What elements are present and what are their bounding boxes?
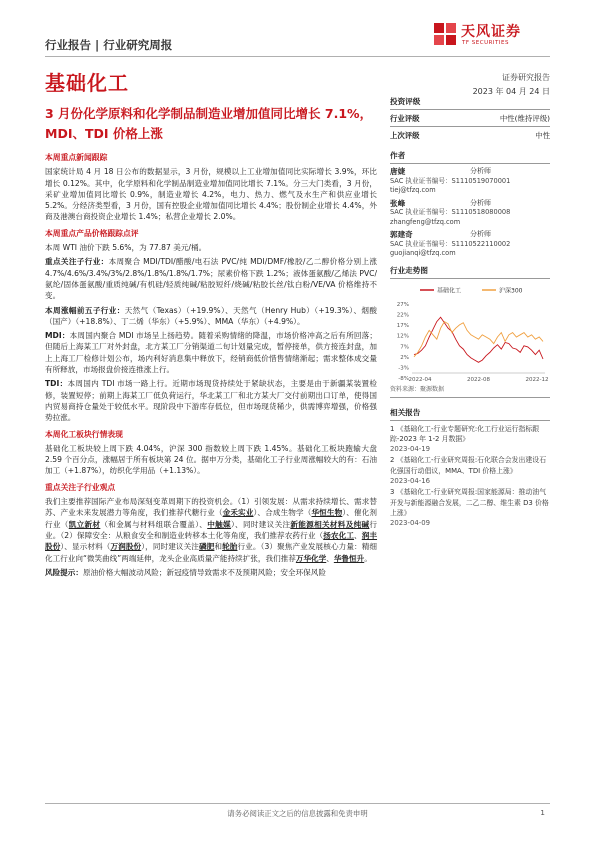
paragraph xyxy=(45,256,377,301)
section-gap xyxy=(45,578,377,582)
text-run: 天然气（Texas）（+19.9%）、天然气（Henry Hub）（+19.3%）、烟酸（国产）（+18.8%）、丁二烯（华东）（+5.9%）、MMA（华东）（+4.9%）。 xyxy=(45,305,378,326)
company-name: 万华化学 xyxy=(295,553,327,563)
authors-header: 作者 xyxy=(390,150,550,164)
related-header: 相关报告 xyxy=(390,407,550,421)
text-run: 行业。（3）聚焦产业发展核心力量：精细化工行业向“微笑曲线”两端延伸，龙头企业高质量产能持续扩张，我们推荐 xyxy=(45,542,378,563)
author-email[interactable]: guojianqi@tfzq.com xyxy=(390,249,456,257)
company-logo xyxy=(432,18,552,54)
author-email[interactable]: zhangfeng@tfzq.com xyxy=(390,217,461,226)
author-card xyxy=(390,230,550,259)
sidebar xyxy=(390,96,550,529)
main-body xyxy=(45,151,377,582)
author-sac: SAC 执业证书编号：S1110518080008 xyxy=(390,208,511,216)
x-tick-label: 2022-08 xyxy=(467,376,490,382)
trend-chart-svg xyxy=(390,282,550,382)
bold-lead: 本周涨幅前五子行业： xyxy=(45,305,125,315)
author-sac: SAC 执业证书编号：S1110522110002 xyxy=(390,239,511,248)
bold-lead: 重点关注子行业： xyxy=(45,257,109,267)
text-run: 、 xyxy=(326,553,334,563)
trend-chart xyxy=(390,282,550,382)
author-role: 分析师 xyxy=(470,167,491,175)
company-name: 中触媒 xyxy=(207,519,231,529)
y-tick-label: 22% xyxy=(396,312,409,319)
logo-mark-icon xyxy=(432,21,458,47)
text-run: 基础化工板块较上周下跌 4.04%，沪深 300 指数较上周下跌 1.45%。基础化工板块跑输大盘 2.59 个百分点，涨幅居于所有板块第 24 位。据申万分类，基础化工子行业周涨幅较大的有：石油加工（+1.87%），纺织化学用品（+1.13%）。 xyxy=(45,443,377,476)
text-run: ）、显示材料（ xyxy=(60,542,111,552)
related-report-date: 2023-04-16 xyxy=(390,476,431,485)
text-run: ），同时建议关注 xyxy=(141,542,199,552)
paragraph xyxy=(45,166,377,222)
paragraph xyxy=(45,330,377,375)
author-name: 张峰 xyxy=(390,198,406,208)
text-run: ）、催化剂行业（ xyxy=(45,508,378,529)
company-name: 华恒生物 xyxy=(311,508,343,518)
text-run: 本周国内聚合 MDI 市场呈上扬趋势。随着采购情绪的降温，市场价格冲高之后有所回落；但随后上海某工厂对外封盘，北方某工厂分销渠道二旬计划量完成，暂停接单，供方接连封盘，加上上海工厂检修计划公布，场内利好消息集中释放下，经销商低价惜售情绪渐起；需求整体成交量有所释放，市场报盘价接连推涨上行。 xyxy=(45,331,378,375)
text-run: 国家统计局 4 月 18 日公布的数据显示，3 月份，规模以上工业增加值同比实际增长 3.9%，环比增长 0.12%。其中，化学原料和化学制品制造业增加值同比增长 7.1%。分三大门类看，3 月份，采矿业增加值同比增长 0.9%，制造业增长 4.2%，电力、热力、燃气及水生产和供应业增长 5.2%。分经济类型看，3 月份，国有控股企业增加值同比增长 4.4%；股份制企业增长 4.4%，外商及港澳台商投资企业增长 1.4%；私营企业增长 2.0%。 xyxy=(45,167,377,222)
paragraph xyxy=(45,443,377,477)
text-run: 行业。（2）保障安全：从粮食安全和制造业转移本土化等角度，我们推荐农药行业（ xyxy=(45,519,378,540)
text-run: 原油价格大幅波动风险；新冠疫情导致需求不及预期风险；安全环保风险 xyxy=(82,567,326,577)
series-line xyxy=(414,321,543,356)
section-heading: 重点关注子行业观点 xyxy=(45,482,116,492)
paragraph xyxy=(45,378,377,423)
text-run: 我们主要推荐国际产业布局深刻变革周期下的投资机会。（1）引领发展：从需求持续增长、需求替苏、产业未来发展潜力等角度，我们推荐代糖行业（ xyxy=(45,497,377,518)
company-name: 凯立新材 xyxy=(68,519,101,529)
paragraph xyxy=(45,567,377,578)
author-card xyxy=(390,167,550,196)
x-tick-label: 2022-12 xyxy=(525,376,549,382)
author-role: 分析师 xyxy=(470,198,491,207)
chart-source: 资料来源：聚源数据 xyxy=(390,384,550,398)
text-run: 本周聚合 MDI/TDI/醋酸/电石法 PVC/纯 MDI/DMF/橡胶/乙二醇价格分别上涨 4.7%/4.6%/3.4%/3%/2.8%/1.8%/1.8%/1.7%；尿素价格下跌 1.2%；液体蛋氨酸/乙烯法 PVC/氨纶/固体蛋氨酸/重质纯碱/有机硅/轻质纯碱/粘胶短纤/烧碱/粘胶长丝/钛白粉/VE/VA 价格维持不变。 xyxy=(45,257,377,301)
rating-key: 上次评级 xyxy=(390,131,420,140)
bold-lead: 风险提示： xyxy=(45,567,83,577)
header-divider xyxy=(45,56,550,57)
company-name: 扬农化工 xyxy=(323,530,355,540)
text-run: 本周 WTI 油价下跌 5.6%，为 77.87 美元/桶。 xyxy=(45,243,207,253)
company-name: 新能源相关材料及纯碱 xyxy=(290,519,370,529)
rating-row-industry xyxy=(390,110,550,126)
author-name: 唐婕 xyxy=(390,167,406,176)
related-report-item[interactable] xyxy=(390,487,550,528)
related-report-date: 2023-04-09 xyxy=(390,519,431,528)
y-tick-label: -8% xyxy=(398,375,409,382)
series-line xyxy=(414,317,543,362)
y-tick-label: 7% xyxy=(400,343,409,350)
paragraph xyxy=(45,242,377,253)
rating-key: 行业评级 xyxy=(390,114,420,123)
report-date: 2023 年 04 月 24 日 xyxy=(472,87,550,96)
author-name: 郭建奇 xyxy=(390,230,413,239)
y-tick-label: -3% xyxy=(398,364,409,371)
author-card xyxy=(390,199,550,228)
footer-disclaimer: 请务必阅读正文之后的信息披露和免责申明 xyxy=(227,809,368,818)
related-report-date: 2023-04-19 xyxy=(390,445,431,454)
section-heading: 本周化工板块行情表现 xyxy=(45,429,123,439)
footer-divider xyxy=(45,803,550,804)
company-name: 金禾实业 xyxy=(222,508,254,518)
text-run: 和 xyxy=(214,542,223,552)
rating-value: 中性 xyxy=(535,131,550,140)
author-email[interactable]: tiej@tfzq.com xyxy=(390,186,436,194)
report-type: 证券研究报告 xyxy=(502,73,550,82)
y-tick-label: 17% xyxy=(396,322,409,329)
related-report-title[interactable]: 1 《基础化工-行业专题研究:化工行业运行指标跟踪-2023 年 1-2 月数据》 xyxy=(390,424,540,443)
x-tick-label: 2022-04 xyxy=(408,376,432,382)
text-run: ）、同时建议关注 xyxy=(230,519,291,529)
company-name: 华鲁恒升 xyxy=(333,553,365,563)
bold-lead: TDI： xyxy=(45,379,68,389)
rating-value: 中性(维持评级) xyxy=(499,114,550,123)
related-report-item[interactable] xyxy=(390,455,550,486)
company-name: 万润股份 xyxy=(110,542,142,552)
company-name: 磷肥 xyxy=(199,542,215,552)
page-number: 1 xyxy=(540,808,545,817)
author-role: 分析师 xyxy=(470,230,491,238)
legend-label: 基础化工 xyxy=(437,287,462,294)
logo-text-en: TF SECURITIES xyxy=(462,40,509,46)
text-run: 本周国内 TDI 市场一路上行。近期市场现货持续处于紧缺状态，主要是由于新疆某装置检修，装置短停；前期上海某工厂低负荷运行，华北某工厂和北方某大厂交付前期出口订单，使得国内贸易商持仓量处于较低水平。现阶段中下游库存低位，但市场现货稀少，供需博弈增强，价格强势拉涨。 xyxy=(45,379,377,423)
y-tick-label: 2% xyxy=(400,354,409,361)
chart-header: 行业走势图 xyxy=(390,265,550,279)
breadcrumb: 行业报告 | 行业研究周报 xyxy=(45,38,173,52)
related-report-item[interactable] xyxy=(390,424,550,455)
report-title: 3 月份化学原料和化学制品制造业增加值同比增长 7.1%，MDI、TDI 价格上涨 xyxy=(45,106,373,141)
company-name: 轮胎 xyxy=(222,542,238,552)
section-heading: 本周重点产品价格跟踪点评 xyxy=(45,228,139,238)
related-report-title[interactable]: 2 《基础化工-行业研究周报:石化联合会发出建设石化强国行动倡议，MMA、TDI 价格上涨》 xyxy=(390,456,547,475)
related-report-title[interactable]: 3 《基础化工-行业研究周报:国家能源局：推动油气开发与新能源融合发展，二乙二醇、维生素 D3 价格上涨》 xyxy=(390,488,549,517)
author-sac: SAC 执业证书编号：S1110519070001 xyxy=(390,176,511,185)
paragraph xyxy=(45,305,377,328)
y-tick-label: 27% xyxy=(396,301,409,308)
y-tick-label: 12% xyxy=(396,333,409,340)
company-name: 润丰股份 xyxy=(45,530,378,552)
legend-label: 沪深300 xyxy=(499,287,523,294)
section-heading: 本周重点新闻跟踪 xyxy=(45,153,108,162)
text-run: 。 xyxy=(364,553,372,563)
industry-name: 基础化工 xyxy=(45,71,129,95)
related-reports xyxy=(390,424,550,529)
text-run: 、 xyxy=(354,530,362,540)
bold-lead: MDI： xyxy=(45,331,70,341)
paragraph xyxy=(45,496,377,564)
rating-row-previous xyxy=(390,127,550,143)
logo-text-cn: 天风证券 xyxy=(461,24,521,40)
text-run: ）、合成生物学（ xyxy=(253,508,312,518)
text-run: （和金属与材料组联合覆盖）、 xyxy=(100,519,208,529)
rating-header: 投资评级 xyxy=(390,96,550,110)
